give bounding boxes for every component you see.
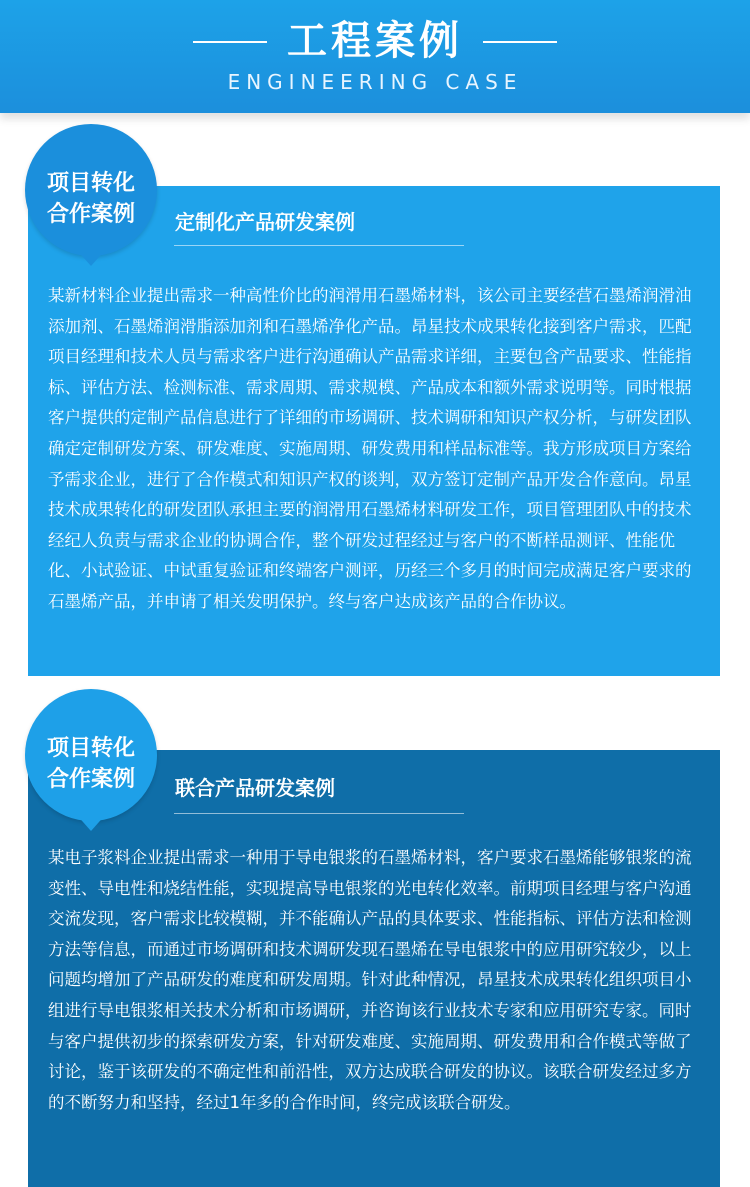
page-header xyxy=(0,0,750,113)
badge-label xyxy=(25,168,157,230)
case-description: 某电子浆料企业提出需求一种用于导电银浆的石墨烯材料，客户要求石墨烯能够银浆的流变性、导电性和烧结性能，实现提高导电银浆的光电转化效率。前期项目经理与客户沟通交流发现，客户需求比较模糊，并不能确认产品的具体要求、性能指标、评估方法和检测方法等信息，而通过市场调研和技术调研发现石墨烯在导电银浆中的应用研究较少，以上问题均增加了产品研发的难度和研发周期。针对此种情况，昂星技术成果转化组织项目小组进行导电银浆相关技术分析和市场调研，并咨询该行业技术专家和应用研究专家。同时与客户提供初步的探索研发方案，针对研发难度、实施周期、研发费用和合作模式等做了讨论，鉴于该研发的不确定性和前沿性，双方达成联合研发的协议。该联合研发经过多方的不断努力和坚持，经过1年多的合作时间，终完成该联合研发。 xyxy=(48,848,692,1112)
case-badge xyxy=(25,124,157,256)
page-subtitle: ENGINEERING CASE xyxy=(227,70,523,94)
title-divider xyxy=(174,813,464,814)
header-divider-right xyxy=(483,41,557,43)
case-card-custom-development xyxy=(28,186,720,676)
badge-line-2: 合作案例 xyxy=(46,202,135,227)
page-title: 工程案例 xyxy=(287,18,463,64)
badge-line-2: 合作案例 xyxy=(46,767,135,792)
case-title: 定制化产品研发案例 xyxy=(175,210,355,234)
case-badge xyxy=(25,689,157,821)
badge-line-1: 项目转化 xyxy=(46,171,135,196)
case-title: 联合产品研发案例 xyxy=(175,776,335,800)
title-divider xyxy=(174,245,464,246)
case-card-joint-development xyxy=(28,750,720,1187)
badge-label xyxy=(25,733,157,795)
badge-line-1: 项目转化 xyxy=(46,736,135,761)
case-description: 某新材料企业提出需求一种高性价比的润滑用石墨烯材料，该公司主要经营石墨烯润滑油添加剂、石墨烯润滑脂添加剂和石墨烯净化产品。昂星技术成果转化接到客户需求，匹配项目经理和技术人员与需求客户进行沟通确认产品需求详细，主要包含产品要求、性能指标、评估方法、检测标准、需求周期、需求规模、产品成本和额外需求说明等。同时根据客户提供的定制产品信息进行了详细的市场调研、技术调研和知识产权分析，与研发团队确定定制研发方案、研发难度、实施周期、研发费用和样品标准等。我方形成项目方案给予需求企业，进行了合作模式和知识产权的谈判，双方签订定制产品开发合作意向。昂星技术成果转化的研发团队承担主要的润滑用石墨烯材料研发工作，项目管理团队中的技术经纪人负责与需求企业的协调合作，整个研发过程经过与客户的不断样品测评、性能优化、小试验证、中试重复验证和终端客户测评，历经三个多月的时间完成满足客户要求的石墨烯产品，并申请了相关发明保护。终与客户达成该产品的合作协议。 xyxy=(48,286,692,611)
